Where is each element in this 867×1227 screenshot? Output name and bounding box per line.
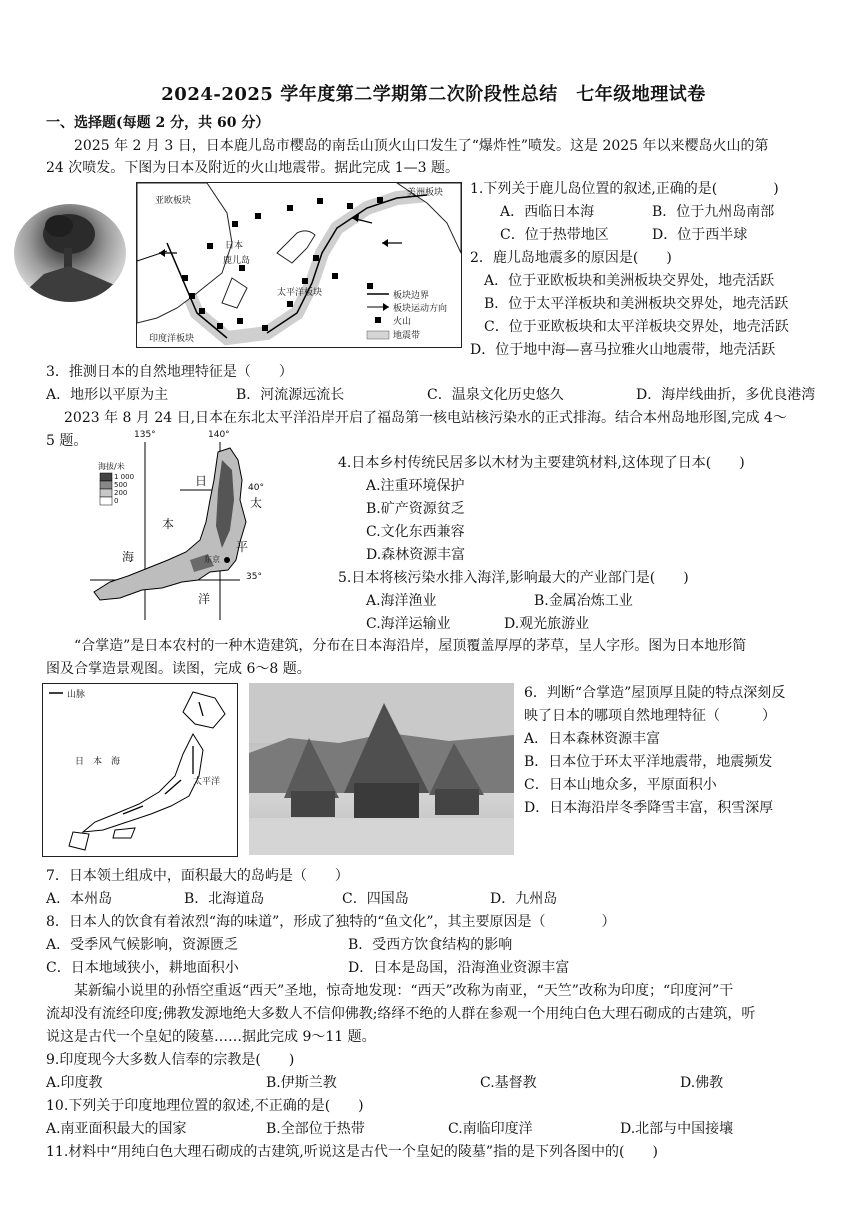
- q8-option-c[interactable]: C．日本地域狭小，耕地面积小: [46, 960, 239, 976]
- legend-plate-movement: 板块运动方向: [393, 304, 448, 314]
- label-pacific-plate: 太平洋板块: [277, 288, 323, 298]
- q4-stem: 4.日本乡村传统民居多以木材为主要建筑材料,这体现了日本( ): [338, 455, 745, 471]
- q6-option-b[interactable]: B．日本位于环太平洋地震带，地震频发: [524, 754, 773, 770]
- label-japan: 日本: [225, 241, 244, 251]
- legend-earthquake-belt: 地震带: [393, 331, 421, 341]
- passage-1-line-2: 24 次喷发。下图为日本及附近的火山地震带。据此完成 1—3 题。: [46, 160, 459, 176]
- q7-stem: 7．日本领土组成中，面积最大的岛屿是（ ）: [46, 868, 349, 884]
- label-kagoshima: 鹿儿岛: [223, 256, 251, 266]
- q8-option-b[interactable]: B．受西方饮食结构的影响: [348, 937, 513, 953]
- legend-volcano: 火山: [393, 317, 412, 327]
- q2-option-d[interactable]: D．位于地中海—喜马拉雅火山地震带，地壳活跃: [470, 342, 776, 358]
- label-tai: 太: [250, 496, 263, 510]
- q5-option-d[interactable]: D.观光旅游业: [504, 616, 590, 632]
- q10-option-c[interactable]: C.南临印度洋: [448, 1121, 533, 1137]
- q6-option-c[interactable]: C．日本山地众多，平原面积小: [524, 777, 717, 793]
- lon-140: 140°: [208, 430, 230, 440]
- q10-option-a[interactable]: A.南亚面积最大的国家: [46, 1121, 187, 1137]
- q11-stem: 11.材料中“用纯白色大理石砌成的古建筑,听说这是古代一个皇妃的陵墓”指的是下列各图中的( ): [46, 1144, 658, 1160]
- label-pacific: 太平洋: [193, 777, 221, 787]
- q1-option-d[interactable]: D．位于西半球: [652, 227, 748, 243]
- passage-2-line-2: 5 题。: [46, 433, 88, 449]
- q3-option-a[interactable]: A．地形以平原为主: [46, 387, 169, 403]
- q5-option-a[interactable]: A.海洋渔业: [366, 593, 437, 609]
- volcano-earthquake-belt-map: [136, 182, 462, 348]
- gassho-zukuri-photo: [249, 683, 514, 855]
- passage-1-line-1: 2025 年 2 月 3 日，日本鹿儿岛市樱岛的南岳山顶火山口发生了“爆炸性”喷发。这是 2025 年以来樱岛火山的第: [74, 138, 769, 154]
- q7-option-b[interactable]: B．北海道岛: [184, 891, 265, 907]
- label-american-plate: 美洲板块: [407, 188, 444, 198]
- q9-option-d[interactable]: D.佛教: [680, 1075, 724, 1091]
- q5-option-b[interactable]: B.金属冶炼工业: [534, 593, 633, 609]
- passage-4-line-3: 说这是古代一个皇妃的陵墓……据此完成 9～11 题。: [46, 1029, 376, 1045]
- label-ri: 日: [195, 474, 208, 488]
- q9-option-a[interactable]: A.印度教: [46, 1075, 103, 1091]
- q9-stem: 9.印度现今大多数人信奉的宗教是( ): [46, 1052, 295, 1068]
- lat-40: 40°: [248, 483, 264, 493]
- label-ping: 平: [236, 540, 249, 554]
- legend-mountains: 山脉: [67, 690, 86, 700]
- q3-option-c[interactable]: C．温泉文化历史悠久: [427, 387, 564, 403]
- q2-stem: 2．鹿儿岛地震多的原因是( ): [470, 250, 672, 266]
- q9-option-c[interactable]: C.基督教: [480, 1075, 537, 1091]
- q1-option-a[interactable]: A．西临日本海: [500, 204, 595, 220]
- q2-option-a[interactable]: A．位于亚欧板块和美洲板块交界处，地壳活跃: [484, 273, 775, 289]
- q10-option-b[interactable]: B.全部位于热带: [266, 1121, 365, 1137]
- q10-option-d[interactable]: D.北部与中国接壤: [620, 1121, 734, 1137]
- q2-option-c[interactable]: C．位于亚欧板块和太平洋板块交界处，地壳活跃: [484, 319, 789, 335]
- passage-2-line-1: 2023 年 8 月 24 日,日本在东北太平洋沿岸开启了福岛第一核电站核污染水的正式排海。结合本州岛地形图,完成 4～: [64, 410, 787, 426]
- honshu-topographic-map: [90, 430, 330, 626]
- label-yang: 洋: [198, 592, 211, 606]
- q4-option-b[interactable]: B.矿产资源贫乏: [366, 501, 465, 517]
- q9-option-b[interactable]: B.伊斯兰教: [266, 1075, 337, 1091]
- q6-stem-line-2: 映了日本的哪项自然地理特征（ ）: [524, 708, 776, 724]
- q6-option-d[interactable]: D．日本海沿岸冬季降雪丰富，积雪深厚: [524, 800, 774, 816]
- q6-option-a[interactable]: A．日本森林资源丰富: [524, 731, 661, 747]
- q1-option-c[interactable]: C．位于热带地区: [500, 227, 609, 243]
- label-indian-plate: 印度洋板块: [149, 334, 195, 344]
- elevation-500: 500: [114, 481, 128, 489]
- passage-3-line-2: 图及合掌造景观图。读图，完成 6～8 题。: [46, 661, 311, 677]
- label-sea-of-japan: 日 本 海: [75, 757, 121, 767]
- q7-option-c[interactable]: C．四国岛: [342, 891, 409, 907]
- passage-4-line-2: 流却没有流经印度;佛教发源地绝大多数人不信仰佛教;络绎不绝的人群在参观一个用纯白色大理石砌成的古建筑，听: [46, 1006, 756, 1022]
- q3-option-d[interactable]: D．海岸线曲折，多优良港湾: [636, 387, 816, 403]
- q6-stem-line-1: 6．判断“合掌造”屋顶厚且陡的特点深刻反: [524, 685, 786, 701]
- volcano-photo: [14, 204, 126, 302]
- elevation-0: 0: [114, 497, 119, 505]
- q8-option-d[interactable]: D．日本是岛国，沿海渔业资源丰富: [348, 960, 570, 976]
- q8-stem: 8．日本人的饮食有着浓烈“海的味道”，形成了独特的“鱼文化”，其主要原因是（ ）: [46, 914, 616, 930]
- label-ben: 本: [162, 517, 175, 531]
- passage-3-line-1: “合掌造”是日本农村的一种木造建筑，分布在日本海沿岸，屋顶覆盖厚厚的茅草，呈人字形。图为日本地形简: [74, 638, 747, 654]
- lon-135: 135°: [134, 430, 156, 440]
- q3-stem: 3．推测日本的自然地理特征是（ ）: [46, 364, 293, 380]
- q5-option-c[interactable]: C.海洋运输业: [366, 616, 451, 632]
- q8-option-a[interactable]: A．受季风气候影响，资源匮乏: [46, 937, 239, 953]
- q1-option-b[interactable]: B．位于九州岛南部: [652, 204, 775, 220]
- q7-option-d[interactable]: D．九州岛: [490, 891, 558, 907]
- q7-option-a[interactable]: A．本州岛: [46, 891, 113, 907]
- q1-stem: 1.下列关于鹿儿岛位置的叙述,正确的是( ): [470, 181, 779, 197]
- q4-option-d[interactable]: D.森林资源丰富: [366, 547, 466, 563]
- q3-option-b[interactable]: B．河流源远流长: [236, 387, 345, 403]
- q2-option-b[interactable]: B．位于太平洋板块和美洲板块交界处，地壳活跃: [484, 296, 789, 312]
- elevation-legend-title: 海拔/米: [98, 462, 125, 471]
- lat-35: 35°: [246, 572, 262, 582]
- page-title: 2024-2025 学年度第二学期第二次阶段性总结 七年级地理试卷: [161, 84, 706, 105]
- legend-plate-boundary: 板块边界: [393, 291, 430, 301]
- q10-stem: 10.下列关于印度地理位置的叙述,不正确的是( ): [46, 1098, 364, 1114]
- q4-option-a[interactable]: A.注重环境保护: [366, 478, 465, 494]
- elevation-1000: 1 000: [114, 473, 135, 481]
- q4-option-c[interactable]: C.文化东西兼容: [366, 524, 465, 540]
- label-hai: 海: [122, 550, 135, 564]
- elevation-200: 200: [114, 489, 128, 497]
- section-heading: 一、选择题(每题 2 分，共 60 分）: [46, 115, 270, 131]
- q5-stem: 5.日本将核污染水排入海洋,影响最大的产业部门是( ): [338, 570, 689, 586]
- label-tokyo: 东京: [204, 555, 220, 564]
- passage-4-line-1: 某新编小说里的孙悟空重返“西天”圣地，惊奇地发现：“西天”改称为南亚，“天竺”改称为印度；“印度河”干: [74, 983, 734, 999]
- label-eurasian-plate: 亚欧板块: [155, 196, 192, 206]
- japan-terrain-map: [42, 683, 238, 857]
